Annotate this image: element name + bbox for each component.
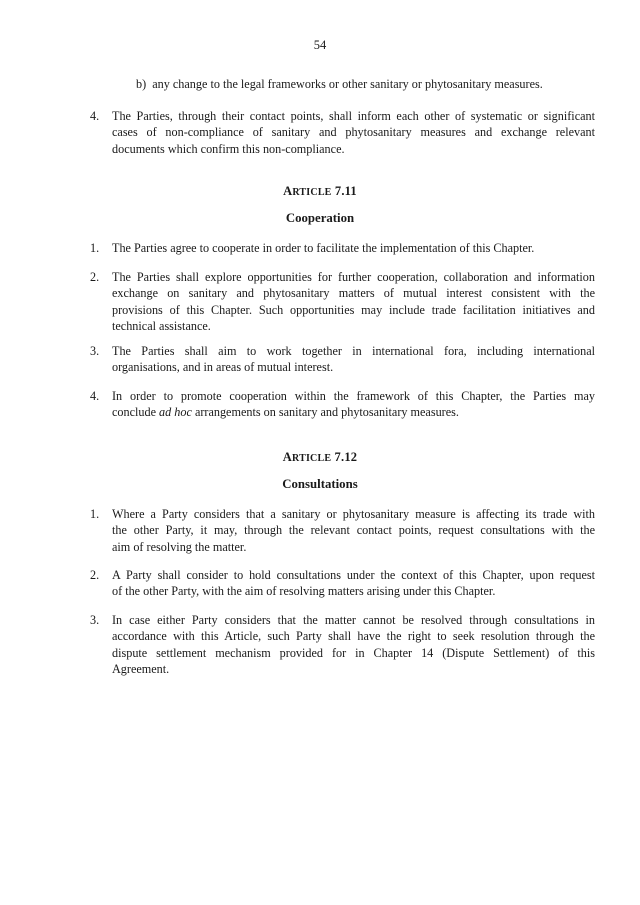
page-number: 54 — [313, 38, 327, 52]
heading-small-caps: RTICLE — [292, 453, 332, 464]
paragraph-line — [112, 404, 595, 420]
article-7-12-title: Consultations — [282, 477, 358, 491]
paragraph-number: 3. — [90, 613, 100, 627]
paragraph-line: In order to promote cooperation within the framework of this Chapter, the Parties may — [112, 389, 595, 403]
text-run: conclude — [112, 405, 160, 420]
paragraph-line: accordance with this Article, such Party shall have the right to seek resolution through the — [112, 629, 595, 644]
paragraph-line: A Party shall consider to hold consultations under the context of this Chapter, upon request — [112, 568, 595, 582]
heading-number: 7.12 — [331, 450, 358, 464]
paragraph-line: In case either Party considers that the matter cannot be resolved through consultations in — [112, 613, 595, 627]
paragraph-line: cases of non-compliance of sanitary and phytosanitary measures and exchange relevant — [112, 125, 595, 140]
paragraph-7-11-1 — [90, 240, 595, 256]
article-7-12-heading — [0, 449, 640, 467]
article-7-11-title: Cooperation — [285, 211, 355, 225]
paragraph-7-11-4 — [90, 388, 595, 421]
heading-small-caps: RTICLE — [292, 187, 332, 198]
paragraph-7-12-2 — [90, 567, 595, 600]
paragraph-number: 4. — [90, 389, 100, 403]
text-run: arrangements on sanitary and phytosanitary measures. — [191, 405, 459, 420]
paragraph-line: The Parties shall aim to work together in international fora, including international — [112, 344, 595, 358]
paragraph-line: the other Party, it may, through the relevant contact points, request consultations with the — [112, 523, 595, 538]
heading-initial: A — [283, 184, 293, 198]
paragraph-7-12-3 — [90, 612, 595, 677]
paragraph-line: The Parties agree to cooperate in order to facilitate the implementation of this Chapter. — [112, 241, 535, 255]
paragraph-7-11-3 — [90, 343, 595, 376]
paragraph-7-11-2 — [90, 269, 595, 334]
list-item-b-text: b) any change to the legal frameworks or other sanitary or phytosanitary measures. — [136, 77, 543, 91]
paragraph-number: 4. — [90, 109, 100, 123]
paragraph-line: Agreement. — [112, 661, 170, 676]
paragraph-line: aim of resolving the matter. — [112, 539, 247, 554]
paragraph-line: The Parties, through their contact points, shall inform each other of systematic or significant — [112, 109, 595, 123]
italic-term: ad hoc — [159, 405, 192, 420]
heading-number: 7.11 — [331, 184, 357, 198]
article-7-11-heading — [0, 183, 640, 201]
paragraph-line: technical assistance. — [112, 318, 211, 333]
paragraph-line: exchange on sanitary and phytosanitary matters of mutual interest consistent with the — [112, 286, 595, 301]
paragraph-line: Where a Party considers that a sanitary or phytosanitary measure is affecting its trade with — [112, 507, 595, 521]
paragraph-number: 2. — [90, 568, 100, 582]
paragraph-line: provisions of this Chapter. Such opportunities may include trade facilitation initiatives and — [112, 302, 595, 317]
list-item-b — [136, 76, 606, 92]
paragraph-number: 3. — [90, 344, 100, 358]
paragraph-line: documents which confirm this non-compliance. — [112, 141, 345, 156]
paragraph-line: The Parties shall explore opportunities for further cooperation, collaboration and information — [112, 270, 595, 284]
paragraph-line: of the other Party, with the aim of resolving matters arising under this Chapter. — [112, 584, 496, 599]
paragraph-line: dispute settlement mechanism provided for in Chapter 14 (Dispute Settlement) of this — [112, 645, 595, 660]
paragraph-4-intro — [90, 108, 595, 157]
paragraph-number: 1. — [90, 507, 100, 521]
paragraph-7-12-1 — [90, 506, 595, 555]
paragraph-line: organisations, and in areas of mutual interest. — [112, 360, 334, 375]
paragraph-number: 2. — [90, 270, 100, 284]
heading-initial: A — [282, 450, 293, 464]
paragraph-number: 1. — [90, 241, 100, 255]
